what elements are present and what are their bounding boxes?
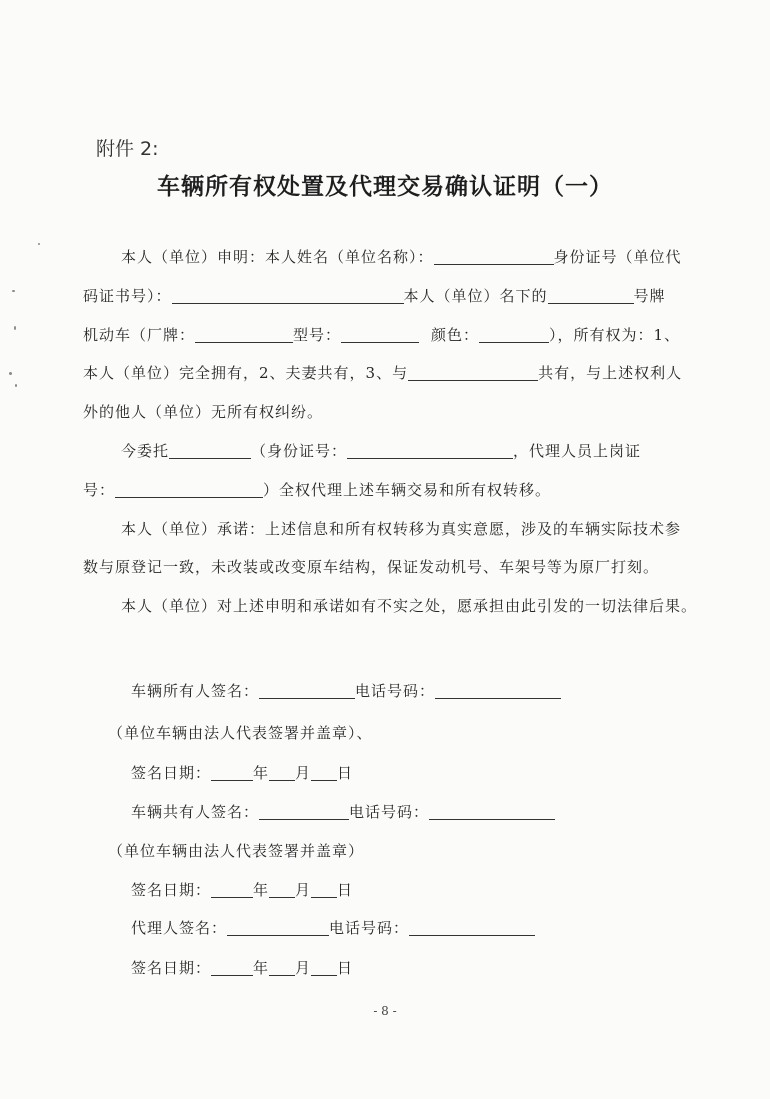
year-blank[interactable] (211, 764, 253, 781)
liability-line (83, 587, 698, 626)
declaration-line-3 (83, 316, 693, 355)
seal-note-2: （单位车辆由法人代表签署并盖章） (108, 842, 365, 860)
year-label: 年 (253, 764, 270, 782)
agent-phone-blank[interactable] (409, 919, 535, 936)
year-label: 年 (253, 881, 270, 899)
year-label: 年 (253, 959, 270, 977)
agent-signature-blank[interactable] (227, 919, 329, 936)
attachment-label: 附件 2: (96, 138, 159, 160)
delegation-text: ）全权代理上述车辆交易和所有权转移。 (263, 480, 552, 499)
declaration-line-2 (83, 277, 693, 316)
delegation-line-2 (83, 471, 693, 510)
agent-phone-label: 电话号码： (329, 919, 410, 937)
commitment-line-2 (83, 548, 693, 587)
plate-number-blank[interactable] (548, 287, 634, 304)
delegation-text: ，代理人员上岗证 (513, 441, 642, 460)
agent-id-blank[interactable] (347, 442, 513, 459)
month-blank[interactable] (269, 764, 295, 781)
co-owner-date-row (131, 879, 353, 900)
liability-text: 本人（单位）对上述申明和承诺如有不实之处，愿承担由此引发的一切法律后果。 (121, 597, 698, 616)
scan-speck (38, 243, 40, 245)
date-label: 签名日期： (131, 959, 212, 977)
owner-phone-label: 电话号码： (355, 682, 436, 700)
declaration-line-5 (83, 393, 693, 432)
day-label: 日 (337, 764, 354, 782)
name-blank[interactable] (434, 248, 554, 265)
commitment-line-1 (83, 510, 693, 549)
declaration-text: 外的他人（单位）无所有权纠纷。 (83, 403, 324, 422)
day-blank[interactable] (311, 881, 337, 898)
commitment-text: 本人（单位）承诺：上述信息和所有权转移为真实意愿，涉及的车辆实际技术参 (121, 519, 682, 538)
day-blank[interactable] (311, 959, 337, 976)
agent-signature-label: 代理人签名： (131, 919, 228, 937)
delegation-text: 今委托 (121, 441, 170, 460)
declaration-text: ），所有权为：1、 (549, 325, 681, 344)
month-label: 月 (295, 764, 312, 782)
date-label: 签名日期： (131, 764, 212, 782)
co-owner-signature-blank[interactable] (259, 803, 349, 820)
scan-speck (12, 290, 15, 292)
owner-signature-blank[interactable] (259, 682, 355, 699)
id-number-blank[interactable] (172, 287, 404, 304)
co-owner-signature-label: 车辆共有人签名： (131, 803, 260, 821)
declaration-text: 号牌 (633, 286, 666, 305)
month-blank[interactable] (269, 881, 295, 898)
declaration-text: 码证书号）： (83, 286, 172, 305)
scan-speck (9, 372, 12, 375)
color-blank[interactable] (479, 326, 549, 343)
day-blank[interactable] (311, 764, 337, 781)
brand-blank[interactable] (195, 326, 293, 343)
page-number: - 8 - (373, 1004, 397, 1018)
seal-note-1: （单位车辆由法人代表签署并盖章）、 (108, 724, 373, 742)
date-label: 签名日期： (131, 881, 212, 899)
declaration-text: 机动车（厂牌： (83, 325, 196, 344)
co-owner-phone-blank[interactable] (429, 803, 555, 820)
delegation-text: （身份证号： (251, 441, 348, 460)
agent-signature-row (131, 917, 535, 938)
scan-speck (14, 326, 16, 330)
month-label: 月 (295, 881, 312, 899)
commitment-text: 数与原登记一致，未改装或改变原车结构，保证发动机号、车架号等为原厂打刻。 (83, 558, 660, 577)
declaration-text: 本人（单位）申明：本人姓名（单位名称）： (121, 248, 434, 266)
agent-date-row (131, 957, 353, 978)
month-label: 月 (295, 959, 312, 977)
declaration-text: 型号： (293, 325, 342, 344)
declaration-text: 本人（单位）名下的 (403, 286, 548, 305)
owner-date-row (131, 762, 353, 783)
declaration-line-4 (83, 354, 693, 393)
delegation-line-1 (83, 432, 693, 471)
declaration-text: 本人（单位）完全拥有，2、夫妻共有，3、与 (83, 364, 409, 383)
year-blank[interactable] (211, 881, 253, 898)
co-owner-signature-row (131, 801, 555, 822)
declaration-line-1 (83, 238, 693, 277)
owner-signature-row (131, 680, 561, 701)
agent-license-blank[interactable] (115, 481, 263, 498)
owner-signature-label: 车辆所有人签名： (131, 682, 260, 700)
year-blank[interactable] (211, 959, 253, 976)
day-label: 日 (337, 881, 354, 899)
day-label: 日 (337, 959, 354, 977)
co-owner-blank[interactable] (408, 364, 538, 381)
agent-name-blank[interactable] (169, 442, 251, 459)
month-blank[interactable] (269, 959, 295, 976)
document-title: 车辆所有权处置及代理交易确认证明（一） (157, 174, 613, 200)
delegation-text: 号： (83, 480, 116, 499)
co-owner-phone-label: 电话号码： (349, 803, 430, 821)
model-blank[interactable] (341, 326, 419, 343)
declaration-text: 身份证号（单位代 (553, 248, 682, 266)
scan-speck (15, 384, 17, 387)
declaration-section (83, 238, 698, 626)
owner-phone-blank[interactable] (435, 682, 561, 699)
declaration-text: 共有，与上述权利人 (538, 364, 683, 383)
declaration-text: 颜色： (431, 325, 480, 344)
